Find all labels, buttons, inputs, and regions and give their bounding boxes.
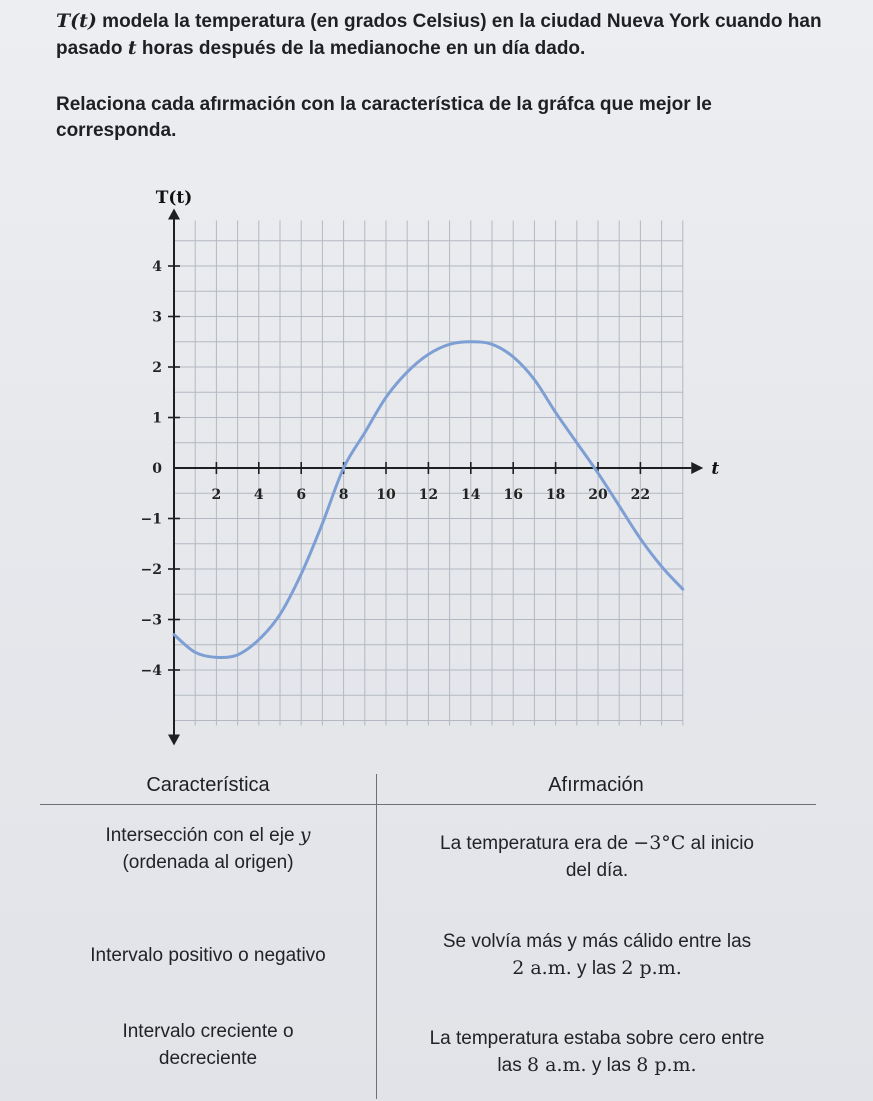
characteristic-y-intercept-text: Intersección con el eje bbox=[105, 825, 300, 846]
y-tick-label: −3 bbox=[140, 612, 162, 629]
characteristic-increasing-decreasing[interactable] bbox=[40, 1018, 376, 1072]
statement-1-temp: −3°C bbox=[633, 832, 686, 854]
x-axis-arrow-right-icon bbox=[691, 462, 703, 474]
function-name: T(t) bbox=[56, 10, 97, 32]
statement-1-text: La temperatura era de bbox=[440, 833, 634, 854]
temperature-graph bbox=[0, 170, 873, 750]
characteristic-positive-negative-text: Intervalo positivo o negativo bbox=[90, 945, 326, 966]
y-tick-label: 2 bbox=[152, 360, 162, 376]
statement-3-and: y las bbox=[586, 1055, 637, 1076]
statement-3-time-a: 8 a.m. bbox=[527, 1054, 587, 1076]
x-tick-label: 14 bbox=[461, 487, 481, 503]
x-tick-label: 12 bbox=[418, 487, 439, 503]
statement-3-las: las bbox=[497, 1055, 527, 1076]
x-tick-label: 6 bbox=[296, 487, 307, 503]
y-axis-label: T(t) bbox=[155, 188, 193, 208]
matching-instruction: Relaciona cada afırmación con la característica de la gráfca que mejor le corresponda. bbox=[56, 94, 712, 141]
x-axis-label: t bbox=[711, 459, 720, 479]
statement-3-text: La temperatura estaba sobre cero entre bbox=[429, 1028, 765, 1049]
y-tick-label: −4 bbox=[140, 663, 162, 679]
x-tick-label: 16 bbox=[503, 487, 523, 503]
variable-t: t bbox=[127, 37, 137, 59]
y-axis-arrow-down-icon bbox=[168, 735, 180, 746]
x-tick-label: 10 bbox=[376, 487, 396, 503]
intro-text: modela la temperatura (en grados Celsius) en la ciudad Nueva York cuando han pasado bbox=[56, 11, 822, 59]
statement-warmer[interactable] bbox=[380, 928, 814, 982]
characteristic-y-intercept-sub: (ordenada al origen) bbox=[122, 852, 294, 873]
x-tick-label: 22 bbox=[630, 487, 651, 503]
header-characteristic: Característica bbox=[146, 774, 270, 796]
statement-above-zero[interactable] bbox=[380, 1025, 814, 1079]
header-divider bbox=[40, 804, 816, 805]
y-tick-label: 4 bbox=[152, 259, 162, 275]
header-statement: Afırmación bbox=[548, 774, 644, 796]
statement-1-text-b: al inicio bbox=[685, 833, 754, 854]
characteristic-y-var: y bbox=[299, 824, 311, 846]
matching-table bbox=[0, 760, 873, 1101]
column-divider bbox=[376, 774, 377, 1099]
statement-1-text-c: del día. bbox=[565, 860, 629, 881]
x-tick-label: 4 bbox=[253, 487, 264, 503]
statement-minus-three[interactable] bbox=[380, 830, 814, 884]
characteristic-positive-negative[interactable] bbox=[40, 942, 376, 969]
y-tick-label: −1 bbox=[140, 511, 162, 528]
y-tick-label: 3 bbox=[152, 309, 162, 326]
statement-2-and: y las bbox=[571, 958, 622, 979]
characteristic-increasing-text: Intervalo creciente o bbox=[122, 1021, 294, 1042]
statement-2-time-b: 2 p.m. bbox=[621, 957, 682, 979]
statement-2-time-a: 2 a.m. bbox=[512, 957, 572, 979]
graph-svg bbox=[0, 170, 873, 750]
y-tick-label: 0 bbox=[152, 461, 162, 477]
y-axis-arrow-up-icon bbox=[168, 209, 180, 220]
y-tick-label: 1 bbox=[152, 410, 162, 427]
x-tick-label: 18 bbox=[545, 487, 566, 503]
y-tick-label: −2 bbox=[140, 562, 162, 578]
x-tick-label: 20 bbox=[588, 487, 608, 503]
characteristic-y-intercept[interactable] bbox=[40, 822, 376, 876]
statement-3-time-b: 8 p.m. bbox=[636, 1054, 697, 1076]
x-tick-label: 8 bbox=[338, 487, 349, 503]
problem-intro bbox=[56, 8, 826, 62]
characteristic-decreasing-text: decreciente bbox=[158, 1048, 258, 1069]
x-tick-label: 2 bbox=[211, 487, 222, 503]
statement-2-text: Se volvía más y más cálido entre las bbox=[442, 931, 752, 952]
intro-text-end: horas después de la medianoche en un día dado. bbox=[136, 38, 586, 59]
